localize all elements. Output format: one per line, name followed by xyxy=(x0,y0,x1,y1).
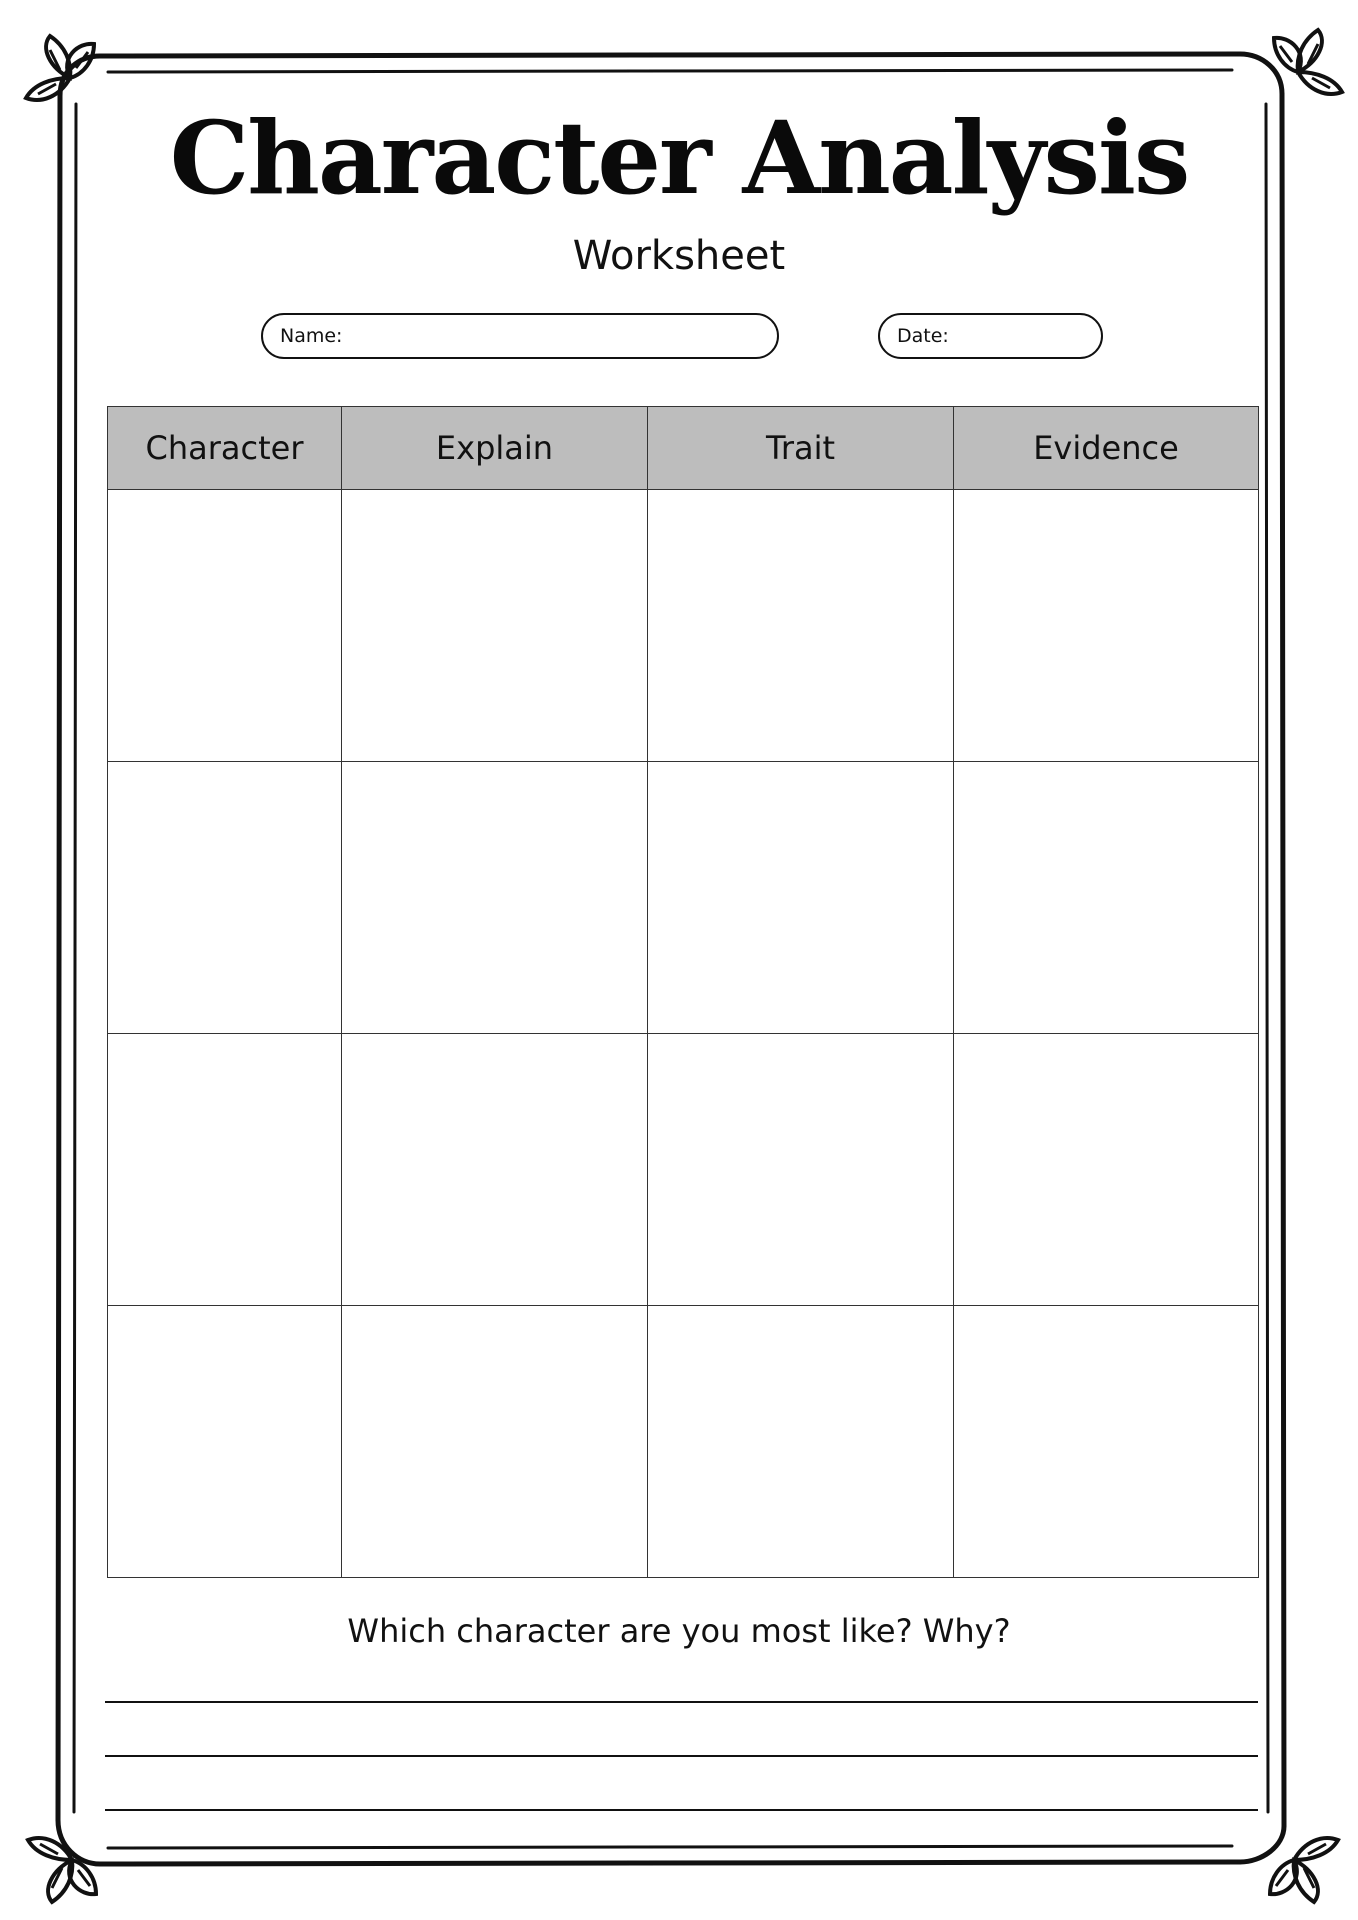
leaf-ornament-icon xyxy=(22,1820,112,1910)
table-cell[interactable] xyxy=(954,1034,1259,1306)
table-cell[interactable] xyxy=(342,490,648,762)
table-row xyxy=(108,1034,1259,1306)
page-subtitle: Worksheet xyxy=(572,233,786,279)
table-cell[interactable] xyxy=(648,490,954,762)
answer-line[interactable] xyxy=(105,1701,1258,1703)
table-cell[interactable] xyxy=(648,1306,954,1578)
name-label: Name: xyxy=(280,325,343,347)
table-cell[interactable] xyxy=(342,762,648,1034)
table-row xyxy=(108,762,1259,1034)
table-cell[interactable] xyxy=(342,1034,648,1306)
table-cell[interactable] xyxy=(648,762,954,1034)
leaf-ornament-icon xyxy=(1258,22,1348,112)
table-cell[interactable] xyxy=(108,1034,342,1306)
column-header-trait: Trait xyxy=(648,407,954,490)
table-cell[interactable] xyxy=(108,1306,342,1578)
table-cell[interactable] xyxy=(342,1306,648,1578)
analysis-table xyxy=(107,406,1259,1578)
table-row xyxy=(108,1306,1259,1578)
page-title: Character Analysis xyxy=(169,99,1189,217)
answer-line[interactable] xyxy=(105,1809,1258,1811)
table-cell[interactable] xyxy=(954,490,1259,762)
reflection-question: Which character are you most like? Why? xyxy=(347,1612,1011,1650)
column-header-evidence: Evidence xyxy=(954,407,1259,490)
table-row xyxy=(108,490,1259,762)
table-cell[interactable] xyxy=(108,762,342,1034)
table-header-row xyxy=(108,407,1259,490)
table-cell[interactable] xyxy=(954,762,1259,1034)
table-cell[interactable] xyxy=(108,490,342,762)
answer-line[interactable] xyxy=(105,1755,1258,1757)
column-header-character: Character xyxy=(108,407,342,490)
leaf-ornament-icon xyxy=(1254,1820,1344,1910)
table-cell[interactable] xyxy=(648,1034,954,1306)
name-field[interactable] xyxy=(261,313,779,359)
table-cell[interactable] xyxy=(954,1306,1259,1578)
date-field[interactable] xyxy=(878,313,1103,359)
date-label: Date: xyxy=(897,325,949,347)
column-header-explain: Explain xyxy=(342,407,648,490)
leaf-ornament-icon xyxy=(20,28,110,118)
